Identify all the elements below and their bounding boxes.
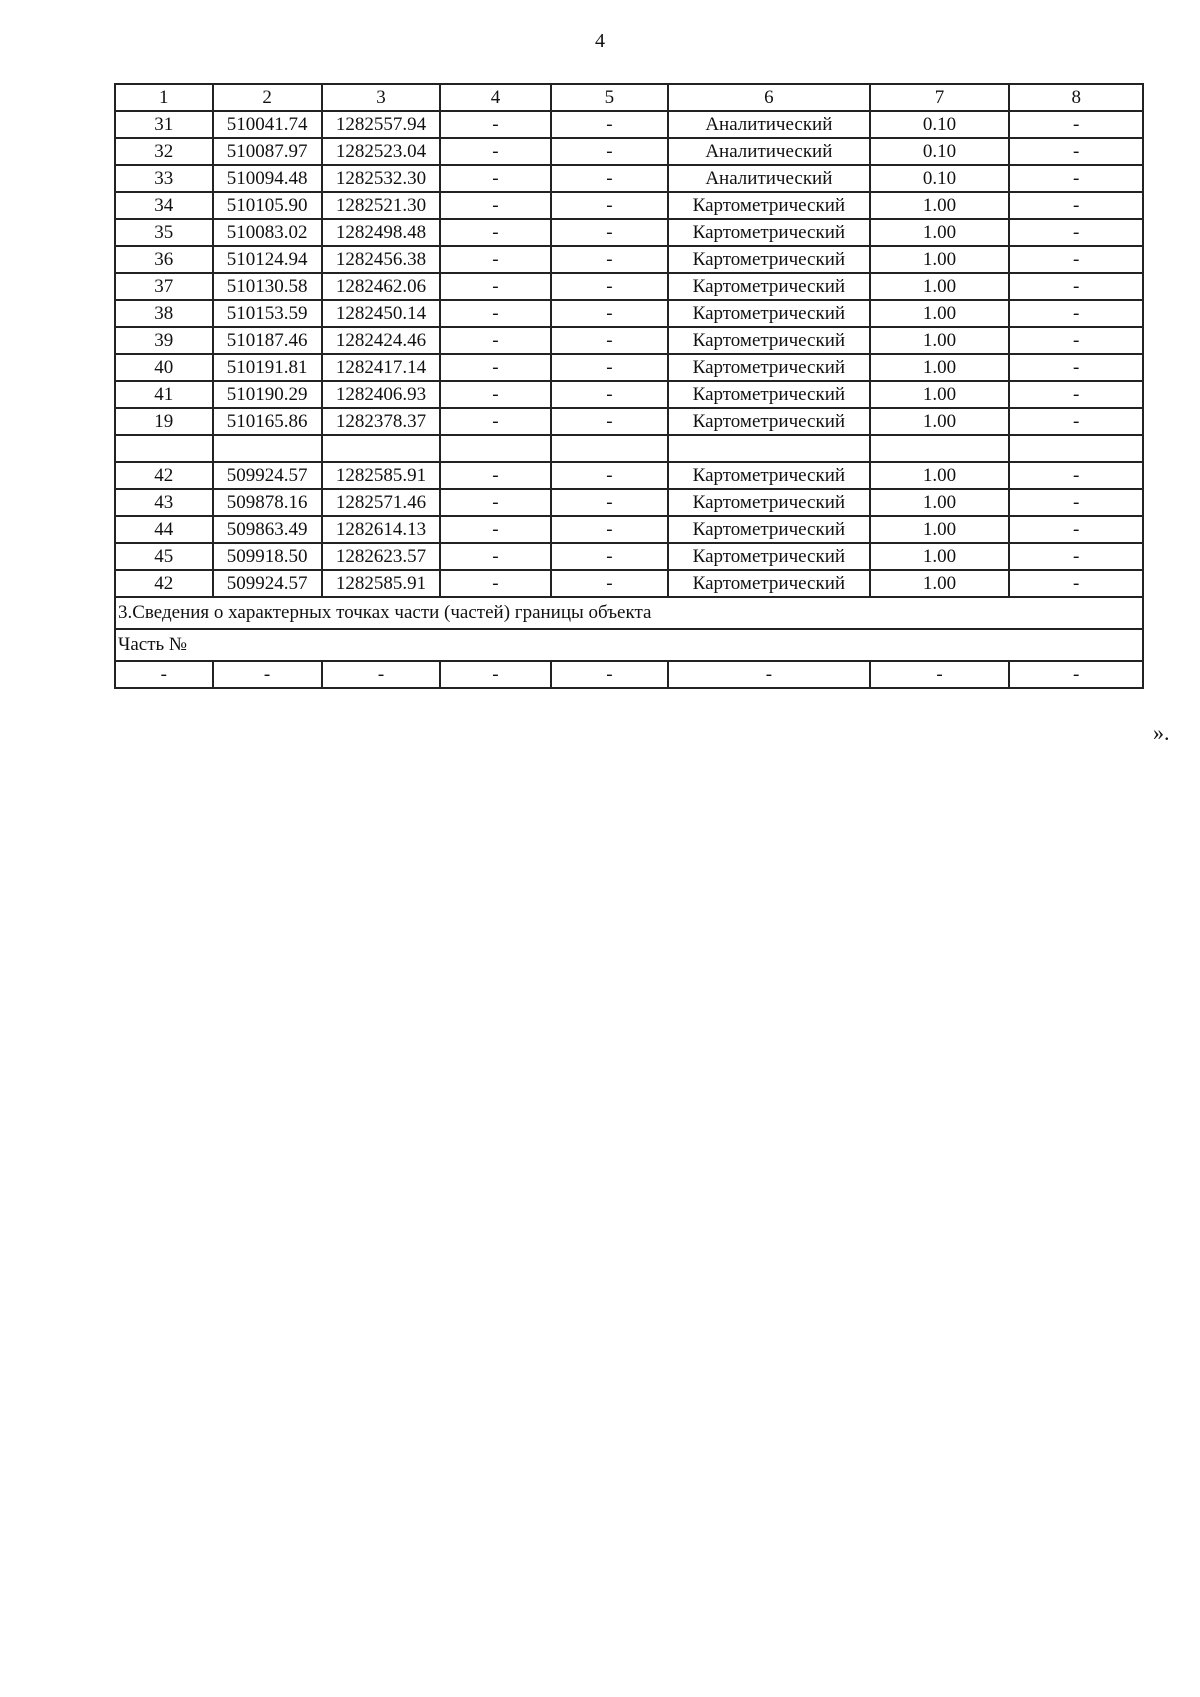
table-cell: 42: [115, 462, 213, 489]
table-cell: Картометрический: [668, 327, 869, 354]
table-cell: -: [440, 300, 550, 327]
table-cell: -: [870, 661, 1010, 688]
table-cell: Аналитический: [668, 138, 869, 165]
table-cell: -: [551, 381, 669, 408]
table-cell: -: [440, 327, 550, 354]
table-cell: 510105.90: [213, 192, 322, 219]
table-cell: -: [1009, 138, 1143, 165]
table-row: [115, 516, 1143, 543]
table-cell: 1282585.91: [322, 462, 441, 489]
table-cell: 1282623.57: [322, 543, 441, 570]
table-row: [115, 327, 1143, 354]
table-cell: -: [440, 661, 550, 688]
table-cell: -: [440, 273, 550, 300]
table-cell: 0.10: [870, 138, 1010, 165]
table-row: [115, 489, 1143, 516]
table-cell: 6: [668, 84, 869, 111]
table-cell: 34: [115, 192, 213, 219]
table-cell: 37: [115, 273, 213, 300]
table-cell: 41: [115, 381, 213, 408]
table-cell: 42: [115, 570, 213, 597]
table-cell: -: [551, 273, 669, 300]
table-cell: 31: [115, 111, 213, 138]
table-cell: -: [322, 661, 441, 688]
table-row: [115, 246, 1143, 273]
table-cell: -: [440, 219, 550, 246]
table-cell: Картометрический: [668, 354, 869, 381]
table-cell: 510153.59: [213, 300, 322, 327]
section-title-row-cell: 3.Сведения о характерных точках части (частей) границы объекта: [115, 597, 1143, 629]
table-cell: -: [440, 192, 550, 219]
table-cell: Аналитический: [668, 111, 869, 138]
table-cell: 510190.29: [213, 381, 322, 408]
table-cell: 510087.97: [213, 138, 322, 165]
table-cell: -: [551, 327, 669, 354]
table-cell: -: [551, 192, 669, 219]
table-cell: 3: [322, 84, 441, 111]
table-cell: [115, 435, 213, 462]
table-row: [115, 381, 1143, 408]
coordinates-table-container: [114, 83, 1144, 689]
coordinates-table: [114, 83, 1144, 689]
table-cell: -: [1009, 273, 1143, 300]
table-cell: [440, 435, 550, 462]
table-cell: 1.00: [870, 354, 1010, 381]
table-cell: 19: [115, 408, 213, 435]
table-cell: 1.00: [870, 300, 1010, 327]
empty-separator-row: [115, 435, 1143, 462]
table-cell: Картометрический: [668, 570, 869, 597]
table-cell: 1.00: [870, 462, 1010, 489]
table-cell: -: [115, 661, 213, 688]
table-cell: -: [551, 354, 669, 381]
table-cell: -: [1009, 570, 1143, 597]
table-cell: -: [551, 111, 669, 138]
table-cell: 1: [115, 84, 213, 111]
table-row: [115, 570, 1143, 597]
table-cell: 1282571.46: [322, 489, 441, 516]
table-row: [115, 300, 1143, 327]
table-cell: -: [1009, 219, 1143, 246]
table-cell: -: [551, 489, 669, 516]
table-cell: 1282462.06: [322, 273, 441, 300]
table-cell: 509878.16: [213, 489, 322, 516]
closing-quote-mark: ».: [1153, 720, 1170, 745]
part-label-row: [115, 629, 1143, 661]
table-cell: -: [1009, 246, 1143, 273]
table-cell: -: [1009, 543, 1143, 570]
table-cell: -: [1009, 381, 1143, 408]
table-cell: -: [551, 661, 669, 688]
table-cell: -: [551, 246, 669, 273]
table-cell: -: [1009, 327, 1143, 354]
table-cell: 1282614.13: [322, 516, 441, 543]
table-cell: 510165.86: [213, 408, 322, 435]
table-cell: Картометрический: [668, 192, 869, 219]
table-cell: 1.00: [870, 273, 1010, 300]
table-cell: 1282456.38: [322, 246, 441, 273]
table-cell: -: [551, 165, 669, 192]
table-cell: -: [1009, 661, 1143, 688]
table-cell: -: [668, 661, 869, 688]
table-cell: [668, 435, 869, 462]
table-cell: 7: [870, 84, 1010, 111]
table-cell: 5: [551, 84, 669, 111]
table-row: [115, 192, 1143, 219]
table-cell: 1282585.91: [322, 570, 441, 597]
table-cell: 1.00: [870, 408, 1010, 435]
table-row: [115, 543, 1143, 570]
table-cell: 1282406.93: [322, 381, 441, 408]
table-row: [115, 354, 1143, 381]
table-cell: 1.00: [870, 219, 1010, 246]
table-cell: -: [440, 381, 550, 408]
table-row: [115, 111, 1143, 138]
table-cell: -: [1009, 165, 1143, 192]
table-cell: -: [440, 246, 550, 273]
table-cell: 1282450.14: [322, 300, 441, 327]
table-cell: 1282521.30: [322, 192, 441, 219]
table-cell: 509924.57: [213, 570, 322, 597]
table-cell: [322, 435, 441, 462]
table-cell: -: [551, 300, 669, 327]
table-cell: 510083.02: [213, 219, 322, 246]
table-row: [115, 273, 1143, 300]
table-cell: 1282498.48: [322, 219, 441, 246]
table-cell: 0.10: [870, 111, 1010, 138]
table-cell: -: [440, 462, 550, 489]
table-cell: -: [440, 354, 550, 381]
table-cell: 35: [115, 219, 213, 246]
table-cell: 1.00: [870, 246, 1010, 273]
table-cell: -: [1009, 408, 1143, 435]
table-cell: 510130.58: [213, 273, 322, 300]
table-cell: -: [1009, 516, 1143, 543]
table-row: [115, 408, 1143, 435]
table-cell: -: [1009, 462, 1143, 489]
table-cell: -: [213, 661, 322, 688]
table-cell: 40: [115, 354, 213, 381]
table-cell: -: [551, 138, 669, 165]
section-title-row: [115, 597, 1143, 629]
table-cell: 4: [440, 84, 550, 111]
table-cell: 510124.94: [213, 246, 322, 273]
table-cell: -: [1009, 192, 1143, 219]
table-cell: 509924.57: [213, 462, 322, 489]
table-cell: 1.00: [870, 516, 1010, 543]
table-cell: 43: [115, 489, 213, 516]
table-cell: 510094.48: [213, 165, 322, 192]
table-header-row: [115, 84, 1143, 111]
table-row: [115, 462, 1143, 489]
table-cell: -: [1009, 489, 1143, 516]
table-cell: -: [551, 462, 669, 489]
table-cell: -: [1009, 300, 1143, 327]
table-row: [115, 138, 1143, 165]
table-row: [115, 219, 1143, 246]
table-row: [115, 661, 1143, 688]
table-cell: 38: [115, 300, 213, 327]
table-cell: 1.00: [870, 381, 1010, 408]
table-cell: Аналитический: [668, 165, 869, 192]
table-cell: -: [440, 165, 550, 192]
table-cell: 2: [213, 84, 322, 111]
table-cell: Картометрический: [668, 219, 869, 246]
part-label-row-cell: Часть №: [115, 629, 1143, 661]
table-cell: 1.00: [870, 327, 1010, 354]
table-cell: 1.00: [870, 192, 1010, 219]
table-cell: 509863.49: [213, 516, 322, 543]
table-cell: 1.00: [870, 570, 1010, 597]
table-cell: 510191.81: [213, 354, 322, 381]
table-cell: Картометрический: [668, 543, 869, 570]
table-cell: [213, 435, 322, 462]
table-cell: -: [440, 408, 550, 435]
table-cell: -: [1009, 354, 1143, 381]
table-cell: -: [440, 489, 550, 516]
table-body: [115, 84, 1143, 688]
table-row: [115, 165, 1143, 192]
table-cell: 510041.74: [213, 111, 322, 138]
table-cell: 44: [115, 516, 213, 543]
table-cell: 39: [115, 327, 213, 354]
table-cell: [551, 435, 669, 462]
table-cell: Картометрический: [668, 516, 869, 543]
table-cell: Картометрический: [668, 246, 869, 273]
table-cell: 1282417.14: [322, 354, 441, 381]
table-cell: Картометрический: [668, 408, 869, 435]
table-cell: 1282523.04: [322, 138, 441, 165]
table-cell: 32: [115, 138, 213, 165]
table-cell: 36: [115, 246, 213, 273]
table-cell: -: [551, 570, 669, 597]
table-cell: 510187.46: [213, 327, 322, 354]
table-cell: Картометрический: [668, 381, 869, 408]
table-cell: 1282378.37: [322, 408, 441, 435]
table-cell: 33: [115, 165, 213, 192]
page-number: 4: [595, 30, 605, 52]
table-cell: 1.00: [870, 543, 1010, 570]
table-cell: [870, 435, 1010, 462]
table-cell: 1282424.46: [322, 327, 441, 354]
table-cell: -: [440, 570, 550, 597]
table-cell: 1282557.94: [322, 111, 441, 138]
table-cell: 1.00: [870, 489, 1010, 516]
table-cell: -: [440, 543, 550, 570]
table-cell: Картометрический: [668, 462, 869, 489]
table-cell: -: [551, 408, 669, 435]
table-cell: -: [551, 516, 669, 543]
table-cell: [1009, 435, 1143, 462]
table-cell: 0.10: [870, 165, 1010, 192]
table-cell: 509918.50: [213, 543, 322, 570]
table-cell: 45: [115, 543, 213, 570]
table-cell: 1282532.30: [322, 165, 441, 192]
table-cell: -: [551, 219, 669, 246]
table-cell: Картометрический: [668, 273, 869, 300]
table-cell: Картометрический: [668, 489, 869, 516]
table-cell: -: [440, 138, 550, 165]
table-cell: -: [551, 543, 669, 570]
table-cell: 8: [1009, 84, 1143, 111]
table-cell: -: [440, 111, 550, 138]
table-cell: -: [440, 516, 550, 543]
table-cell: Картометрический: [668, 300, 869, 327]
table-cell: -: [1009, 111, 1143, 138]
